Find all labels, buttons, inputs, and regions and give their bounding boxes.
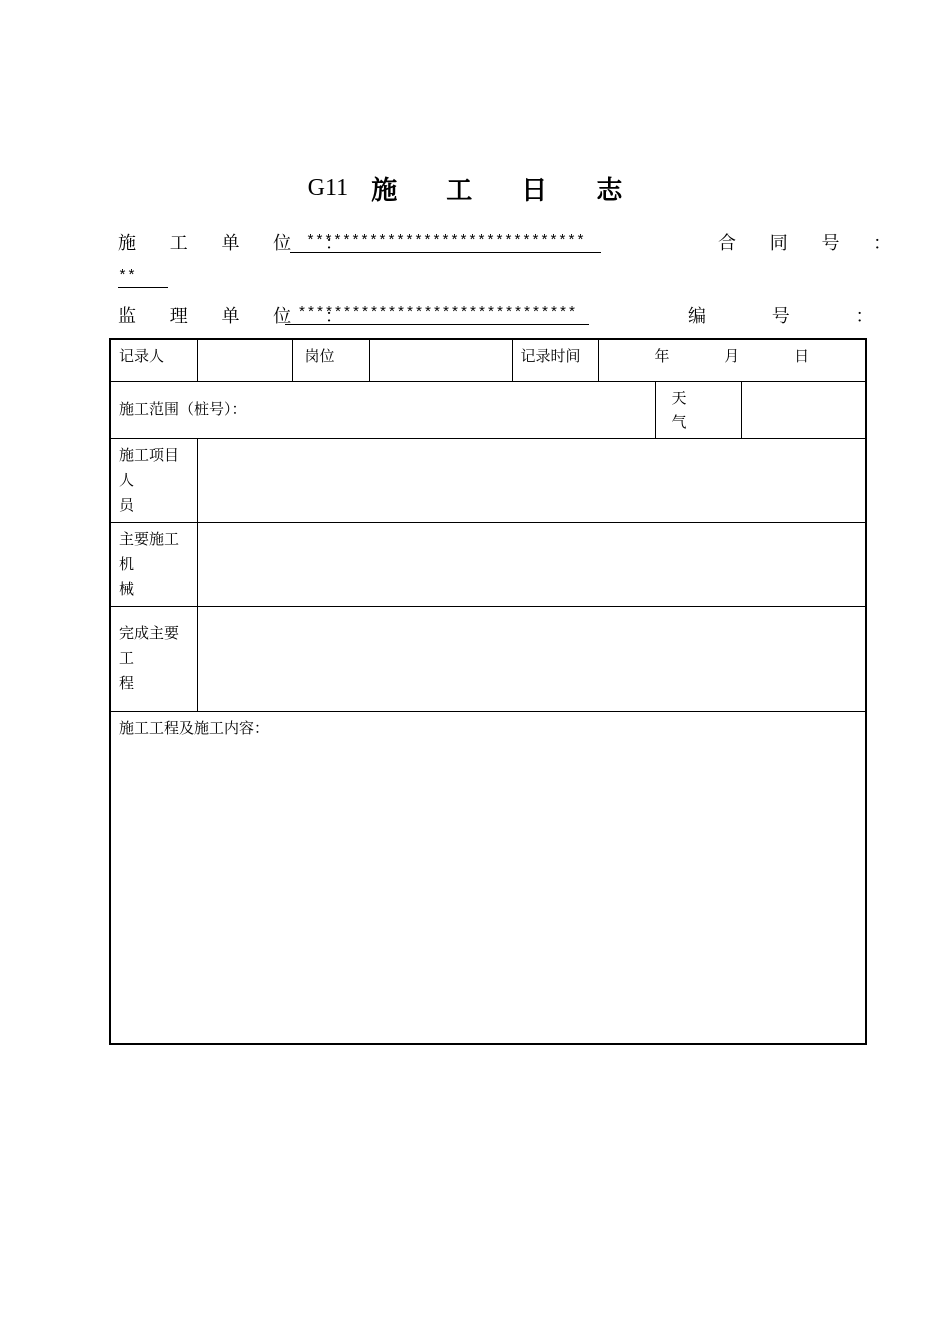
supervision-unit-value[interactable]: ******************************* [285,305,589,325]
recorder-label: 记录人 [110,339,197,381]
form-code: G11 [307,175,349,201]
recorder-field[interactable] [197,339,292,381]
machinery-field[interactable] [197,522,866,606]
row-content [110,711,866,1044]
year-label: 年 [654,347,670,365]
supervision-unit-label: 监 理 单 位 ： [118,306,357,327]
form-title: 施 工 日 志 [371,176,643,206]
position-label: 岗位 [292,339,369,381]
construction-log-table [109,338,867,1045]
contract-no-label: 合 同 号 ： [718,233,906,254]
content-field[interactable] [110,711,866,1044]
row-scope [110,381,866,438]
content-label: 施工工程及施工内容： [119,718,270,737]
row-personnel [110,438,866,522]
month-label: 月 [724,347,740,365]
scope-field[interactable] [110,381,655,438]
personnel-field[interactable] [197,438,866,522]
contract-no-value[interactable]: ** [118,268,168,288]
machinery-label: 主要施工机 械 [110,522,197,606]
page-title [0,170,950,207]
record-date-field[interactable] [598,339,866,381]
construction-unit-label: 施 工 单 位 ： [118,233,357,254]
row-recorder [110,339,866,381]
personnel-label: 施工项目人 员 [110,438,197,522]
scope-label: 施工范围（桩号）： [119,400,247,418]
weather-label: 天 气 [655,381,741,438]
day-label: 日 [794,347,810,365]
completed-label: 完成主要工 程 [110,606,197,711]
serial-no-label: 编 号 ： [688,306,904,327]
construction-unit-value[interactable]: ******************************* [290,233,601,253]
row-completed [110,606,866,711]
weather-field[interactable] [741,381,866,438]
completed-field[interactable] [197,606,866,711]
record-time-label: 记录时间 [512,339,598,381]
row-machinery [110,522,866,606]
position-field[interactable] [369,339,512,381]
